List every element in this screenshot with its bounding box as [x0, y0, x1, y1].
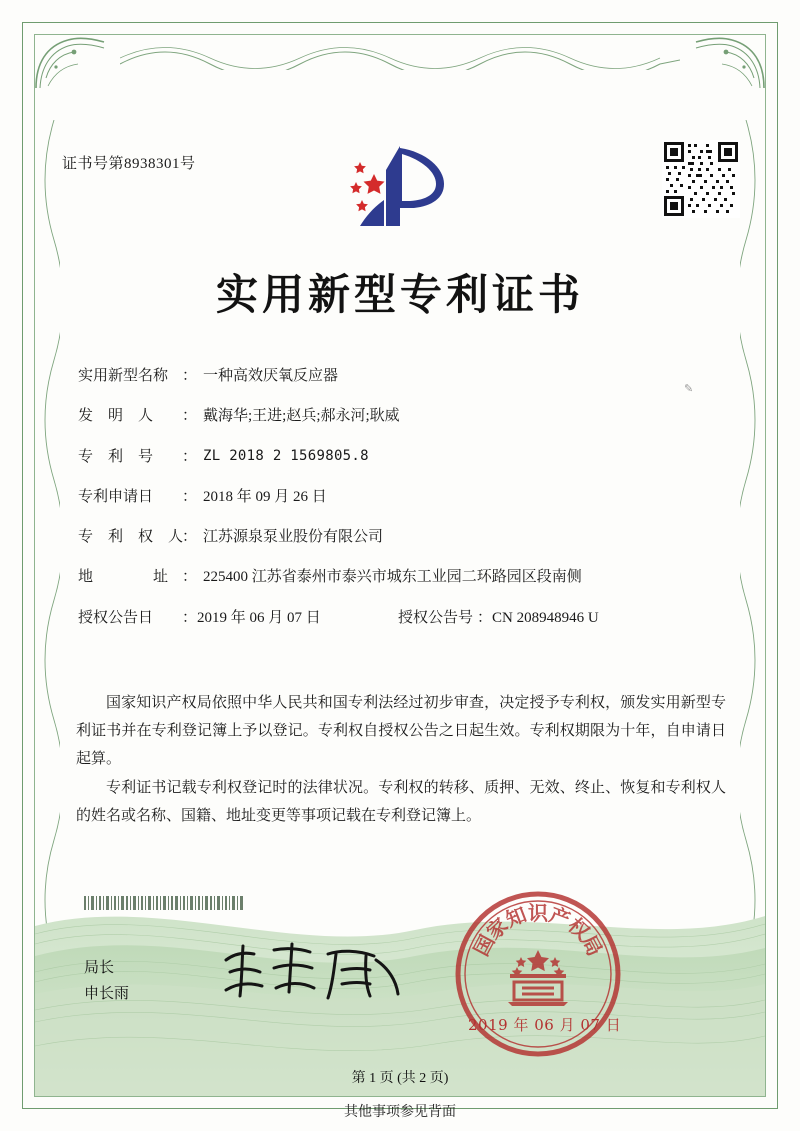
- certificate-number: 证书号第8938301号: [62, 156, 196, 172]
- paragraph-grant: 国家知识产权局依照中华人民共和国专利法经过初步审查，决定授予专利权，颁发实用新型专利证书并在专利登记簿上予以登记。专利权自授权公告之日起生效。专利权期限为十年，自申请日起算。: [76, 695, 726, 767]
- field-label: 发 明 人: [78, 408, 154, 425]
- grant-date-part: [78, 608, 398, 628]
- field-label: 授权公告日: [78, 609, 154, 626]
- seal-date: 2019 年 06 月 07 日: [468, 1016, 622, 1034]
- legal-text: [76, 690, 726, 833]
- grant-number-part: [398, 608, 599, 628]
- svg-text:产: 产: [546, 902, 574, 932]
- field-colon: ：: [182, 529, 198, 545]
- svg-text:国: 国: [468, 930, 500, 960]
- cnipa-emblem-icon: [340, 140, 460, 240]
- field-list: [78, 366, 728, 648]
- barcode-icon: [84, 896, 244, 910]
- field-colon: ：: [182, 368, 198, 384]
- svg-text:局: 局: [576, 930, 608, 960]
- field-value: 225400 江苏省泰州市泰兴市城东工业园二环路园区段南侧: [203, 569, 582, 586]
- field-label: 实用新型名称: [78, 368, 169, 384]
- footnote: 其他事项参见背面: [344, 1105, 456, 1120]
- field-patent-number: [78, 447, 728, 467]
- qr-code-icon: [662, 140, 740, 218]
- signature-block: [84, 955, 129, 1008]
- director-role-label: 局长: [84, 960, 115, 976]
- corner-ornament-icon: [692, 34, 766, 90]
- paragraph-register: 专利证书记载专利权登记时的法律状况。专利权的转移、质押、无效、终止、恢复和专利权人的姓名或名称、国籍、地址变更等事项记载在专利登记簿上。: [76, 780, 726, 824]
- svg-text:知: 知: [502, 902, 530, 932]
- field-label: 地 址: [78, 569, 169, 586]
- field-utility-model-name: [78, 366, 728, 386]
- left-border-ornament-icon: [38, 120, 60, 980]
- field-grant-announcement: [78, 608, 728, 628]
- field-colon: ：: [182, 448, 198, 465]
- field-label: 授权公告号: [398, 609, 474, 626]
- field-colon: ：: [182, 609, 198, 626]
- page-title: 实用新型专利证书: [215, 270, 584, 319]
- field-label: 专利申请日: [78, 488, 154, 505]
- field-value: 江苏源泉泵业股份有限公司: [203, 529, 384, 545]
- svg-text:权: 权: [563, 913, 595, 945]
- field-value: ZL 2018 2 1569805.8: [203, 447, 369, 464]
- field-colon: ：: [182, 569, 198, 586]
- director-name-label: 申长雨: [84, 986, 130, 1003]
- page-indicator: 第 1 页 (共 2 页): [351, 1071, 449, 1086]
- field-address: [78, 567, 728, 587]
- svg-text:识: 识: [528, 901, 548, 925]
- field-colon: ：: [182, 488, 198, 505]
- top-border-ornament-icon: [120, 44, 680, 70]
- field-label: 专 利 号: [78, 448, 154, 465]
- field-value: 2019 年 06 月 07 日: [197, 609, 321, 626]
- handwritten-signature-icon: [216, 938, 406, 1008]
- right-border-ornament-icon: [740, 120, 762, 980]
- field-value: 2018 年 09 月 26 日: [203, 488, 327, 505]
- field-value: 戴海华;王进;赵兵;郝永河;耿威: [203, 408, 400, 425]
- field-application-date: [78, 487, 728, 507]
- field-inventors: [78, 406, 728, 426]
- field-label: 专 利 权 人: [78, 529, 184, 545]
- field-colon: ：: [477, 609, 493, 626]
- field-value: CN 208948946 U: [492, 609, 599, 626]
- field-patentee: [78, 527, 728, 547]
- field-colon: ：: [182, 408, 198, 425]
- svg-text:家: 家: [481, 913, 513, 945]
- paper-mark-icon: ✎: [684, 383, 694, 395]
- field-value: 一种高效厌氧反应器: [203, 368, 339, 384]
- corner-ornament-icon: [34, 34, 108, 90]
